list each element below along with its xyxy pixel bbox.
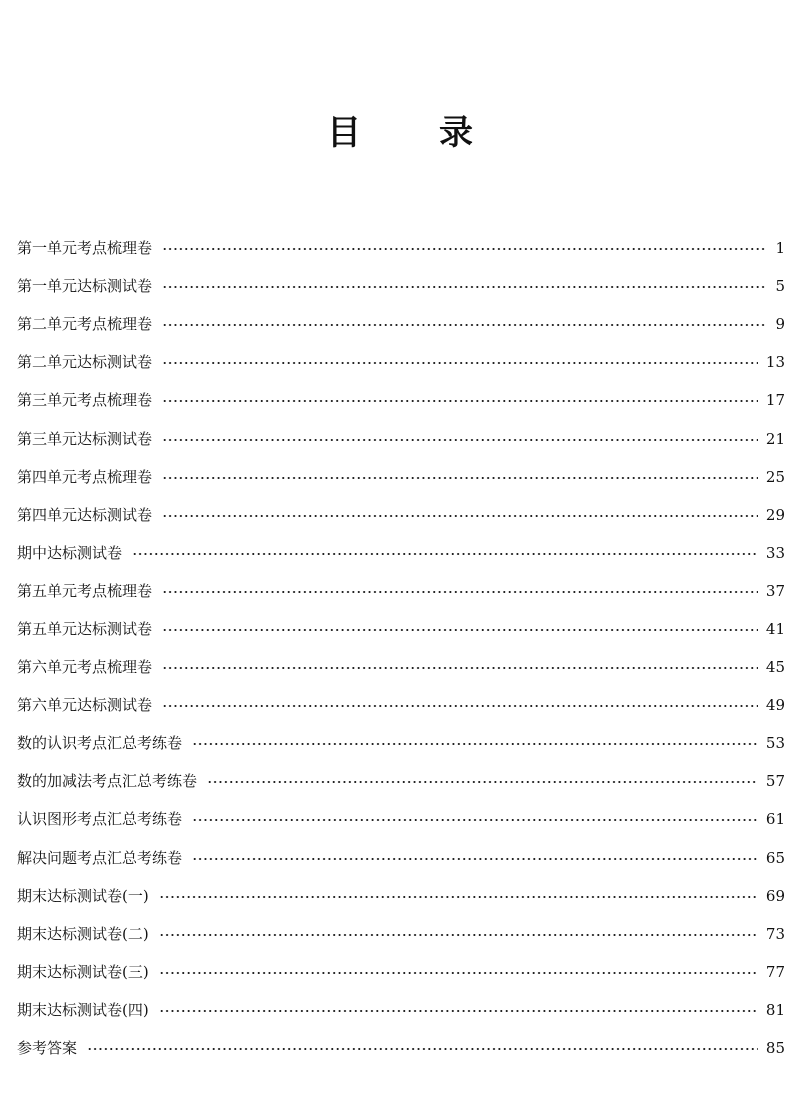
- toc-dot-leader: [159, 1010, 758, 1012]
- toc-entry-page-number: 37: [765, 581, 785, 600]
- toc-dot-leader: [162, 400, 758, 402]
- toc-dot-leader: [162, 515, 758, 517]
- toc-entry[interactable]: [17, 381, 785, 419]
- toc-entry[interactable]: [17, 991, 785, 1029]
- toc-dot-leader: [162, 248, 767, 250]
- toc-entry[interactable]: [17, 839, 785, 877]
- toc-entry[interactable]: [17, 458, 785, 496]
- toc-dot-leader: [162, 286, 767, 288]
- toc-entry-page-number: 65: [765, 848, 785, 867]
- table-of-contents: [17, 229, 785, 1067]
- toc-entry-page-number: 1: [775, 239, 785, 258]
- toc-entry-label: 解决问题考点汇总考练卷: [17, 848, 183, 867]
- toc-dot-leader: [192, 819, 758, 821]
- toc-entry-page-number: 73: [765, 924, 785, 943]
- toc-dot-leader: [192, 743, 758, 745]
- toc-entry[interactable]: [17, 648, 785, 686]
- toc-entry-label: 第三单元考点梳理卷: [17, 391, 153, 410]
- toc-dot-leader: [159, 972, 758, 974]
- toc-entry[interactable]: [17, 762, 785, 800]
- toc-dot-leader: [162, 591, 758, 593]
- toc-entry-label: 第三单元达标测试卷: [17, 429, 153, 448]
- toc-entry-page-number: 13: [765, 353, 785, 372]
- toc-dot-leader: [132, 553, 758, 555]
- toc-entry-page-number: 61: [765, 810, 785, 829]
- toc-entry-page-number: 25: [765, 467, 785, 486]
- toc-entry-label: 期末达标测试卷(一): [17, 886, 149, 905]
- toc-dot-leader: [162, 667, 758, 669]
- toc-dot-leader: [162, 362, 758, 364]
- toc-entry-page-number: 77: [765, 962, 785, 981]
- toc-dot-leader: [162, 324, 767, 326]
- toc-entry[interactable]: [17, 915, 785, 953]
- toc-entry-label: 第二单元考点梳理卷: [17, 315, 153, 334]
- toc-dot-leader: [159, 934, 758, 936]
- toc-entry[interactable]: [17, 229, 785, 267]
- toc-entry-page-number: 69: [765, 886, 785, 905]
- toc-entry-page-number: 33: [765, 543, 785, 562]
- toc-entry[interactable]: [17, 686, 785, 724]
- toc-dot-leader: [159, 896, 758, 898]
- toc-entry[interactable]: [17, 343, 785, 381]
- toc-entry[interactable]: [17, 534, 785, 572]
- toc-entry-label: 第五单元达标测试卷: [17, 619, 153, 638]
- toc-entry-label: 第一单元达标测试卷: [17, 277, 153, 296]
- toc-entry-label: 第一单元考点梳理卷: [17, 239, 153, 258]
- toc-entry[interactable]: [17, 419, 785, 457]
- page-title-char-1: 目: [327, 113, 361, 153]
- toc-entry-page-number: 53: [765, 734, 785, 753]
- toc-entry-page-number: 85: [765, 1039, 785, 1058]
- toc-entry[interactable]: [17, 877, 785, 915]
- toc-entry-page-number: 45: [765, 658, 785, 677]
- toc-entry-label: 第六单元达标测试卷: [17, 696, 153, 715]
- toc-dot-leader: [162, 439, 758, 441]
- toc-entry[interactable]: [17, 953, 785, 991]
- toc-entry-page-number: 81: [765, 1000, 785, 1019]
- toc-entry-label: 第五单元考点梳理卷: [17, 581, 153, 600]
- toc-entry-page-number: 9: [775, 315, 785, 334]
- toc-entry[interactable]: [17, 724, 785, 762]
- toc-entry-label: 期末达标测试卷(二): [17, 924, 149, 943]
- page-title-char-2: 录: [439, 113, 473, 153]
- toc-entry-page-number: 49: [765, 696, 785, 715]
- toc-entry-page-number: 29: [765, 505, 785, 524]
- toc-entry-label: 第四单元达标测试卷: [17, 505, 153, 524]
- toc-entry-page-number: 41: [765, 619, 785, 638]
- toc-dot-leader: [207, 781, 758, 783]
- toc-entry-label: 第四单元考点梳理卷: [17, 467, 153, 486]
- toc-dot-leader: [192, 858, 758, 860]
- toc-entry[interactable]: [17, 305, 785, 343]
- toc-entry-label: 参考答案: [17, 1039, 78, 1058]
- toc-entry-page-number: 5: [775, 277, 785, 296]
- toc-dot-leader: [162, 477, 758, 479]
- toc-entry-label: 期末达标测试卷(四): [17, 1000, 149, 1019]
- toc-entry[interactable]: [17, 496, 785, 534]
- toc-entry-label: 第六单元考点梳理卷: [17, 658, 153, 677]
- toc-entry[interactable]: [17, 267, 785, 305]
- toc-entry-label: 认识图形考点汇总考练卷: [17, 810, 183, 829]
- toc-entry[interactable]: [17, 800, 785, 838]
- toc-dot-leader: [87, 1048, 758, 1050]
- page-title: [0, 108, 800, 158]
- toc-entry-label: 第二单元达标测试卷: [17, 353, 153, 372]
- toc-entry[interactable]: [17, 610, 785, 648]
- toc-dot-leader: [162, 629, 758, 631]
- toc-entry[interactable]: [17, 572, 785, 610]
- toc-entry-page-number: 17: [765, 391, 785, 410]
- toc-entry-label: 期中达标测试卷: [17, 543, 123, 562]
- toc-entry-label: 数的认识考点汇总考练卷: [17, 734, 183, 753]
- toc-entry[interactable]: [17, 1029, 785, 1067]
- toc-entry-page-number: 21: [765, 429, 785, 448]
- toc-entry-label: 数的加减法考点汇总考练卷: [17, 772, 198, 791]
- toc-entry-label: 期末达标测试卷(三): [17, 962, 149, 981]
- toc-dot-leader: [162, 705, 758, 707]
- toc-entry-page-number: 57: [765, 772, 785, 791]
